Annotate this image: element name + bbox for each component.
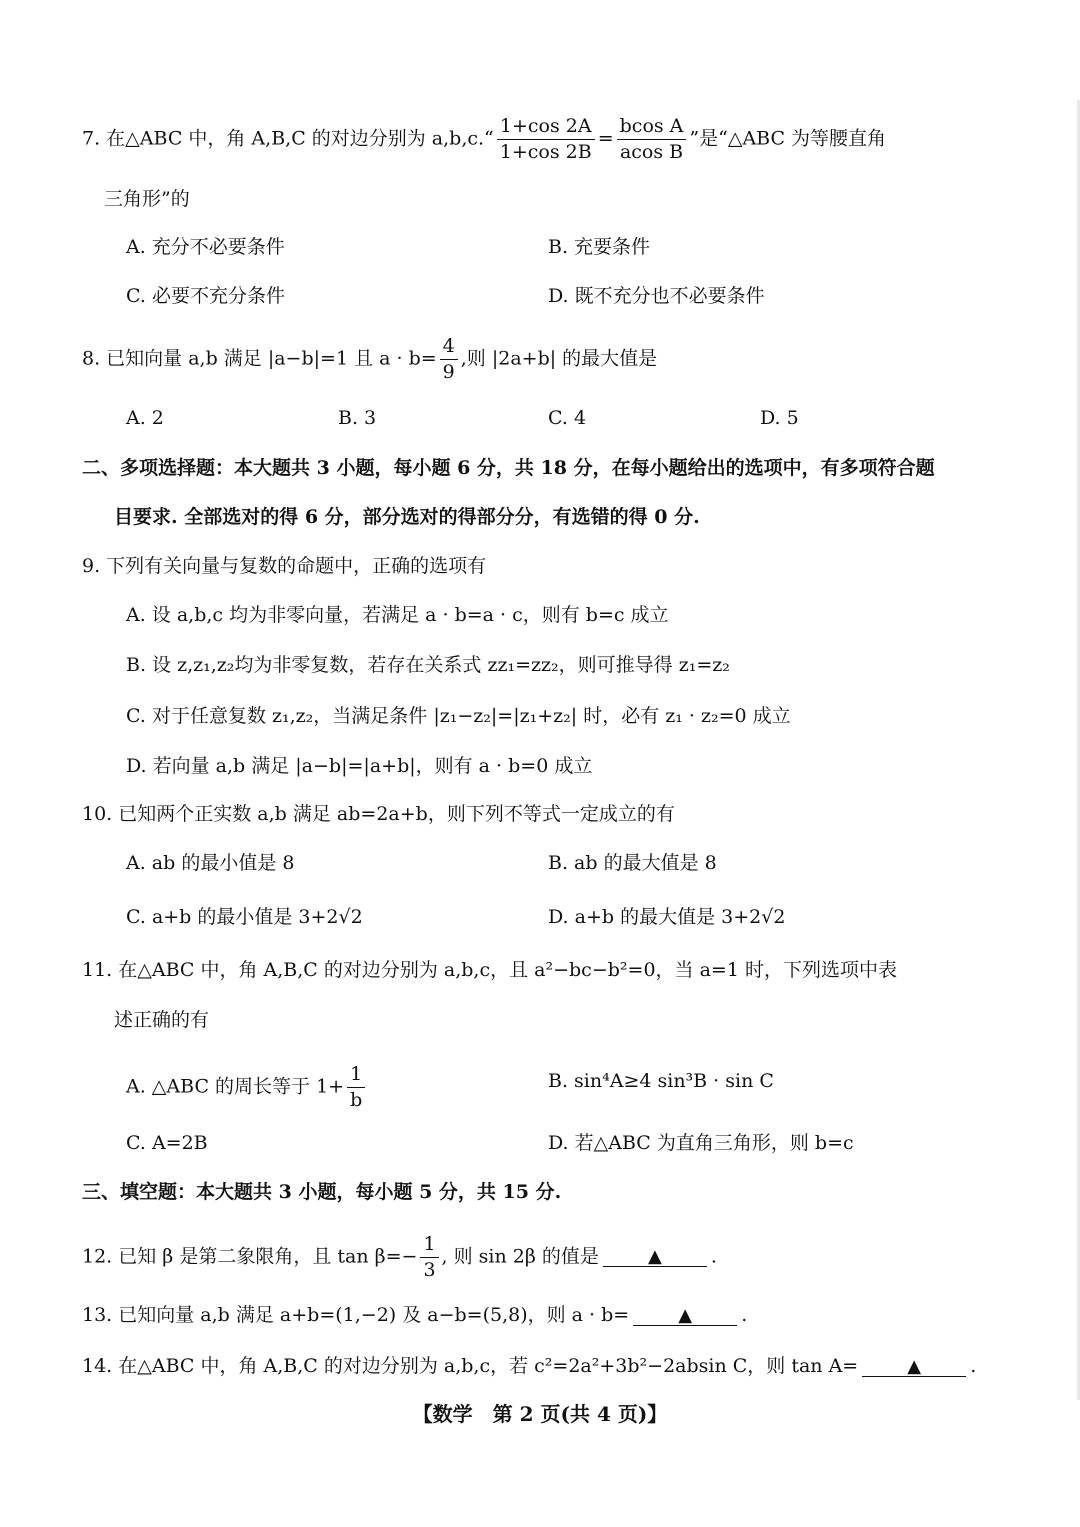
triangle-icon: ▲	[647, 1246, 662, 1268]
q10-option-a: A. ab 的最小值是 8	[126, 852, 295, 874]
q12-answer-blank[interactable]	[603, 1247, 707, 1267]
section-2-heading: 二、多项选择题：本大题共 3 小题，每小题 6 分，共 18 分，在每小题给出的选项中，有多项符合题	[82, 457, 935, 479]
q7-option-b: B. 充要条件	[548, 236, 651, 258]
q8-option-d: D. 5	[760, 407, 799, 429]
question-13: 13. 已知向量 a,b 满足 a+b=(1,−2) 及 a−b=(5,8)，则 a · b= ▲ .	[82, 1304, 748, 1326]
q7-option-c: C. 必要不充分条件	[126, 285, 285, 307]
question-8: 8. 已知向量 a,b 满足 |a−b|=1 且 a · b= $\frac{4}{9}$ ,则 |2a+b| 的最大值是	[82, 335, 658, 383]
q8-option-c: C. 4	[548, 407, 587, 429]
q9-option-c: C. 对于任意复数 z₁,z₂，当满足条件 |z₁−z₂|=|z₁+z₂| 时，必有 z₁ · z₂=0 成立	[126, 705, 791, 727]
triangle-icon: ▲	[678, 1305, 693, 1326]
q12-fraction: $\frac{1}{3}$	[420, 1234, 438, 1281]
q8-option-a: A. 2	[126, 407, 164, 429]
q10-option-c: C. a+b 的最小值是 3+2√2	[126, 906, 363, 928]
q11-option-a: A. △ABC 的周长等于 1+ $\frac{1}{b}$	[126, 1064, 368, 1111]
q8-option-b: B. 3	[338, 407, 377, 429]
triangle-icon: ▲	[907, 1356, 922, 1377]
q7-continuation: 三角形”的	[104, 188, 190, 210]
question-9: 9. 下列有关向量与复数的命题中，正确的选项有	[82, 555, 487, 577]
q14-answer-blank[interactable]	[862, 1357, 966, 1377]
q11-option-b: B. sin⁴A≥4 sin³B · sin C	[548, 1070, 774, 1092]
q8-fraction: $\frac{4}{9}$	[440, 336, 458, 383]
q7-tail: ”是“△ABC 为等腰直角	[689, 127, 887, 150]
q7-lead: 7. 在△ABC 中，角 A,B,C 的对边分别为 a,b,c.“	[82, 127, 494, 150]
question-7: 7. 在△ABC 中，角 A,B,C 的对边分别为 a,b,c.“ $\frac{1+\cos 2A}{1+\cos 2B}$ = $\frac{\text{bcos A}}{\text{acos B}}$ ”是“△ABC 为等腰直角	[82, 115, 887, 163]
q11-continuation: 述正确的有	[114, 1009, 210, 1031]
q9-option-b: B. 设 z,z₁,z₂均为非零复数，若存在关系式 zz₁=zz₂，则可推导得 z₁=z₂	[126, 654, 730, 676]
q7-fraction-1: $\frac{1+\cos 2A}{1+\cos 2B}$	[497, 116, 595, 163]
section-2-heading-cont: 目要求. 全部选对的得 6 分，部分选对的得部分分，有选错的得 0 分.	[114, 506, 700, 528]
q11-option-d: D. 若△ABC 为直角三角形，则 b=c	[548, 1132, 854, 1154]
q9-option-a: A. 设 a,b,c 均为非零向量，若满足 a · b=a · c，则有 b=c 成立	[126, 604, 669, 626]
q10-option-d: D. a+b 的最大值是 3+2√2	[548, 906, 786, 928]
question-14: 14. 在△ABC 中，角 A,B,C 的对边分别为 a,b,c，若 c²=2a²+3b²−2absin C，则 tan A= ▲ .	[82, 1355, 977, 1377]
question-11: 11. 在△ABC 中，角 A,B,C 的对边分别为 a,b,c，且 a²−bc−b²=0，当 a=1 时，下列选项中表	[82, 959, 897, 981]
page-footer: 【数学 第 2 页(共 4 页)】	[412, 1402, 668, 1426]
q9-option-d: D. 若向量 a,b 满足 |a−b|=|a+b|，则有 a · b=0 成立	[126, 755, 593, 777]
q7-fraction-2: $\frac{\text{bcos A}}{\text{acos B}}$	[617, 116, 687, 163]
question-10: 10. 已知两个正实数 a,b 满足 ab=2a+b，则下列不等式一定成立的有	[82, 803, 675, 825]
q11-option-a-fraction: $\frac{1}{b}$	[347, 1064, 365, 1111]
q10-option-b: B. ab 的最大值是 8	[548, 852, 717, 874]
question-12: 12. 已知 β 是第二象限角，且 tan β=− $\frac{1}{3}$ , 则 sin 2β 的值是 ▲ .	[82, 1233, 717, 1281]
q13-answer-blank[interactable]	[633, 1306, 737, 1326]
q7-option-a: A. 充分不必要条件	[126, 236, 285, 258]
q11-option-c: C. A=2B	[126, 1132, 208, 1154]
q7-option-d: D. 既不充分也不必要条件	[548, 285, 765, 307]
section-3-heading: 三、填空题：本大题共 3 小题，每小题 5 分，共 15 分.	[82, 1181, 562, 1203]
